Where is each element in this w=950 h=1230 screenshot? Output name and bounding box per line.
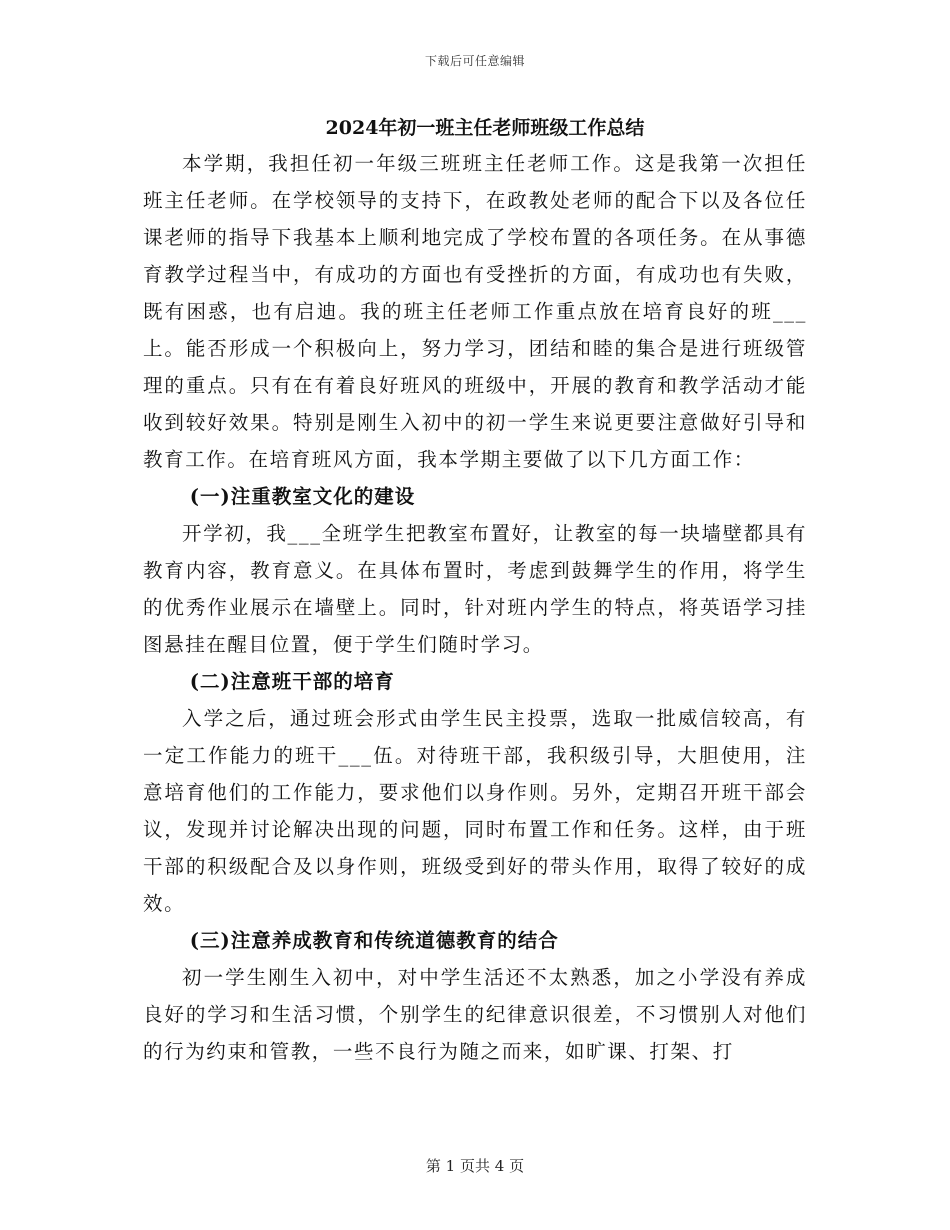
- page-number: 第 1 页共 4 页: [425, 1157, 525, 1175]
- section-heading: (三)注意养成教育和传统道德教育的结合: [189, 929, 559, 952]
- section-1: [143, 478, 807, 663]
- section-paragraph: 初一学生刚生入初中，对中学生活还不太熟悉，加之小学没有养成良好的学习和生活习惯，个别学生的纪律意识很差，不习惯别人对他们的行为约束和管教，一些不良行为随之而来，如旷课、打架、打: [143, 966, 807, 1063]
- section-paragraph: 开学初，我___全班学生把教室布置好，让教室的每一块墙壁都具有教育内容，教育意义。在具体布置时，考虑到鼓舞学生的作用，将学生的优秀作业展示在墙壁上。同时，针对班内学生的特点，将英语学习挂图悬挂在醒目位置，便于学生们随时学习。: [143, 522, 807, 656]
- document-body: [143, 111, 807, 1070]
- section-3: [143, 922, 807, 1070]
- section-heading: (二)注意班干部的培育: [189, 670, 395, 693]
- section-2: [143, 663, 807, 922]
- intro-paragraph: 本学期，我担任初一年级三班班主任老师工作。这是我第一次担任班主任老师。在学校领导的支持下，在政教处老师的配合下以及各位任课老师的指导下我基本上顺利地完成了学校布置的各项任务。在从事德育教学过程当中，有成功的方面也有受挫折的方面，有成功也有失败，既有困惑，也有启迪。我的班主任老师工作重点放在培育良好的班___上。能否形成一个积极向上，努力学习，团结和睦的集合是进行班级管理的重点。只有在有着良好班风的班级中，开展的教育和教学活动才能收到较好效果。特别是刚生入初中的初一学生来说更要注意做好引导和教育工作。在培育班风方面，我本学期主要做了以下几方面工作：: [143, 152, 807, 471]
- section-heading: (一)注重教室文化的建设: [189, 485, 416, 508]
- section-paragraph: 入学之后，通过班会形式由学生民主投票，选取一批威信较高，有一定工作能力的班干___伍。对待班干部，我积级引导，大胆使用，注意培育他们的工作能力，要求他们以身作则。另外，定期召开班干部会议，发现并讨论解决出现的问题，同时布置工作和任务。这样，由于班干部的积级配合及以身作则，班级受到好的带头作用，取得了较好的成效。: [143, 707, 807, 915]
- page-header-note: 下载后可任意编辑: [424, 54, 525, 68]
- document-title: 2024年初一班主任老师班级工作总结: [325, 117, 645, 139]
